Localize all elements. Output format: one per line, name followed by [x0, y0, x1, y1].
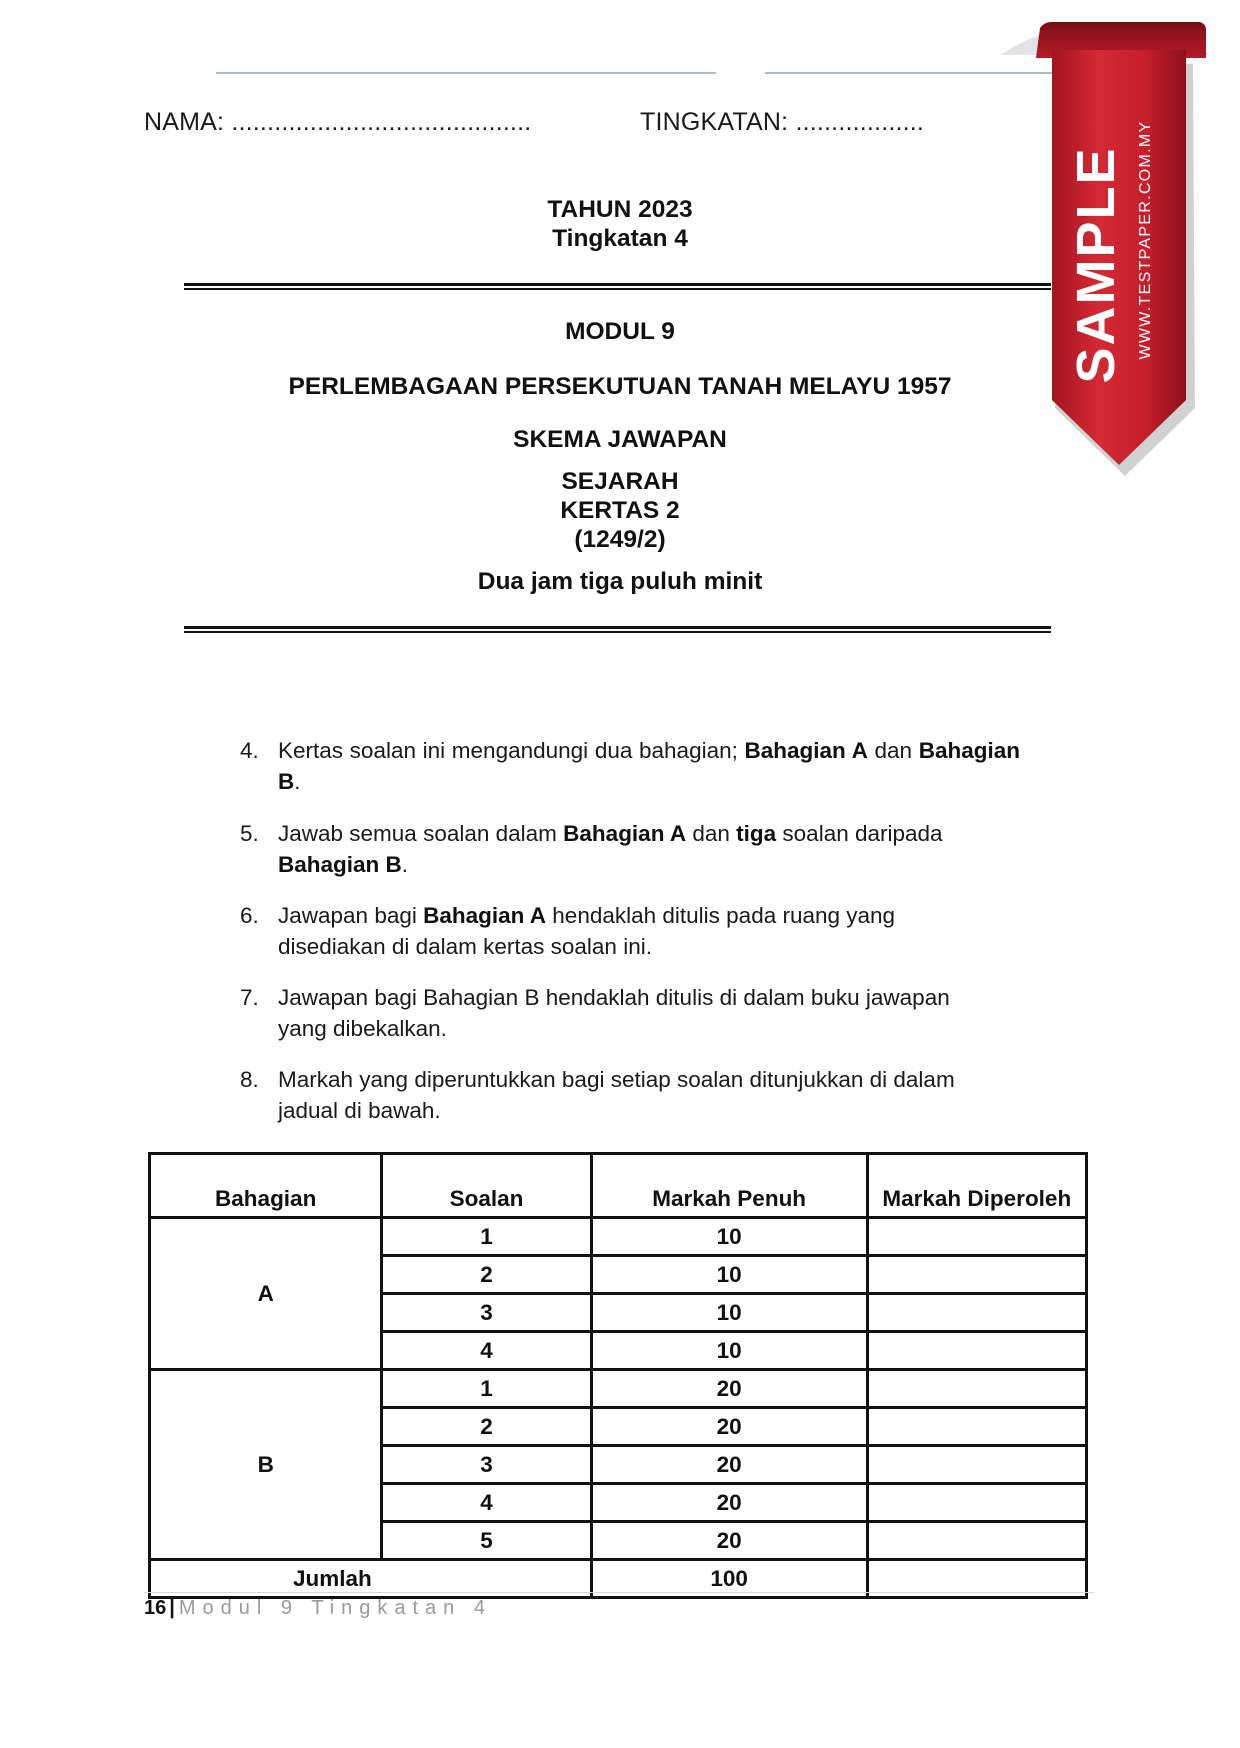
- marks-table: [148, 1152, 1088, 1599]
- full-marks-cell: 10: [591, 1256, 867, 1294]
- instruction-item: [240, 1064, 1020, 1126]
- instruction-fragment: Kertas soalan ini mengandungi dua bahagian;: [278, 738, 745, 763]
- header-soalan: Soalan: [382, 1154, 591, 1218]
- question-cell: 3: [382, 1294, 591, 1332]
- obtained-marks-cell[interactable]: [867, 1294, 1086, 1332]
- header-bahagian: Bahagian: [150, 1154, 382, 1218]
- instruction-emphasis: Bahagian B: [278, 738, 1020, 794]
- module-heading: MODUL 9: [565, 318, 675, 345]
- instruction-emphasis: Bahagian A: [563, 821, 687, 846]
- sample-url: WWW.TESTPAPER.COM.MY: [1137, 120, 1154, 360]
- form-heading: Tingkatan 4: [552, 225, 688, 252]
- full-marks-cell: 20: [591, 1446, 867, 1484]
- total-label: Jumlah: [150, 1560, 592, 1598]
- question-cell: 4: [382, 1484, 591, 1522]
- full-marks-cell: 10: [591, 1294, 867, 1332]
- table-header-row: [150, 1154, 1087, 1218]
- instruction-text: [278, 900, 978, 962]
- footer-module-label: Modul 9 Tingkatan 4: [178, 1597, 492, 1619]
- question-cell: 1: [382, 1370, 591, 1408]
- full-marks-cell: 20: [591, 1484, 867, 1522]
- instruction-emphasis: Bahagian B: [278, 852, 402, 877]
- header-markah-penuh: Markah Penuh: [591, 1154, 867, 1218]
- instruction-number: 8.: [240, 1067, 259, 1092]
- question-cell: 3: [382, 1446, 591, 1484]
- instruction-fragment: .: [401, 852, 409, 877]
- doc-type-heading: SKEMA JAWAPAN: [513, 426, 727, 453]
- obtained-marks-cell[interactable]: [867, 1218, 1086, 1256]
- topic-heading: PERLEMBAGAAN PERSEKUTUAN TANAH MELAYU 1957: [288, 373, 952, 400]
- nama-field: NAMA: ..........................................: [144, 108, 532, 136]
- heading-rule-bottom: [184, 626, 1051, 633]
- full-marks-cell: 10: [591, 1218, 867, 1256]
- section-cell: B: [150, 1370, 382, 1560]
- instruction-fragment: soalan daripada: [776, 821, 943, 846]
- obtained-marks-cell[interactable]: [867, 1332, 1086, 1370]
- instruction-number: 5.: [240, 821, 259, 846]
- instruction-emphasis: Bahagian A: [744, 738, 868, 763]
- obtained-marks-cell[interactable]: [867, 1408, 1086, 1446]
- instruction-number: 6.: [240, 903, 259, 928]
- year-heading: TAHUN 2023: [547, 196, 693, 223]
- header-markah-diperoleh: Markah Diperoleh: [867, 1154, 1086, 1218]
- instruction-text: [278, 735, 1020, 797]
- footer-rule: [144, 1592, 1094, 1593]
- tingkatan-field: TINGKATAN: ..................: [640, 108, 925, 136]
- obtained-marks-cell[interactable]: [867, 1256, 1086, 1294]
- obtained-marks-cell[interactable]: [867, 1446, 1086, 1484]
- paper-code: (1249/2): [574, 526, 666, 553]
- obtained-marks-cell[interactable]: [867, 1522, 1086, 1560]
- full-marks-cell: 20: [591, 1522, 867, 1560]
- instruction-fragment: dan: [686, 821, 737, 846]
- instruction-item: [240, 818, 1020, 880]
- section-cell: A: [150, 1218, 382, 1370]
- full-marks-cell: 20: [591, 1408, 867, 1446]
- question-cell: 4: [382, 1332, 591, 1370]
- question-cell: 5: [382, 1522, 591, 1560]
- question-cell: 1: [382, 1218, 591, 1256]
- question-cell: 2: [382, 1408, 591, 1446]
- instruction-fragment: Markah yang diperuntukkan bagi setiap soalan ditunjukkan di dalam jadual di bawah.: [278, 1067, 955, 1123]
- instruction-number: 4.: [240, 738, 259, 763]
- instruction-item: [240, 735, 1020, 797]
- instruction-item: [240, 982, 1020, 1044]
- duration-heading: Dua jam tiga puluh minit: [477, 568, 763, 595]
- instruction-text: [278, 1064, 978, 1126]
- instruction-fragment: hendaklah ditulis pada ruang yang disediakan di dalam kertas soalan ini.: [278, 903, 896, 959]
- heading-rule-top: [184, 283, 1051, 290]
- instruction-emphasis: Bahagian A: [423, 903, 547, 928]
- instruction-fragment: Jawapan bagi: [278, 903, 424, 928]
- footer-separator: |: [169, 1597, 175, 1619]
- table-row: [150, 1370, 1087, 1408]
- instruction-item: [240, 900, 1020, 962]
- obtained-marks-cell[interactable]: [867, 1370, 1086, 1408]
- instruction-text: [278, 982, 978, 1044]
- table-row: [150, 1218, 1087, 1256]
- instruction-emphasis: tiga: [736, 821, 777, 846]
- total-value: 100: [591, 1560, 867, 1598]
- instruction-text: [278, 818, 978, 880]
- instruction-fragment: .: [294, 769, 301, 794]
- instruction-fragment: dan: [867, 738, 919, 763]
- full-marks-cell: 10: [591, 1332, 867, 1370]
- instruction-fragment: Jawapan bagi Bahagian B hendaklah ditulis di dalam buku jawapan yang dibekalkan.: [278, 985, 950, 1041]
- instruction-number: 7.: [240, 985, 259, 1010]
- sample-label: SAMPLE: [1066, 146, 1126, 384]
- page-number: 16: [144, 1597, 167, 1619]
- page-footer: [144, 1597, 492, 1620]
- obtained-marks-cell[interactable]: [867, 1484, 1086, 1522]
- subject-heading: SEJARAH: [561, 468, 679, 495]
- full-marks-cell: 20: [591, 1370, 867, 1408]
- paper-heading: KERTAS 2: [560, 497, 680, 524]
- top-rule-left: [216, 72, 716, 74]
- question-cell: 2: [382, 1256, 591, 1294]
- instruction-fragment: Jawab semua soalan dalam: [278, 821, 564, 846]
